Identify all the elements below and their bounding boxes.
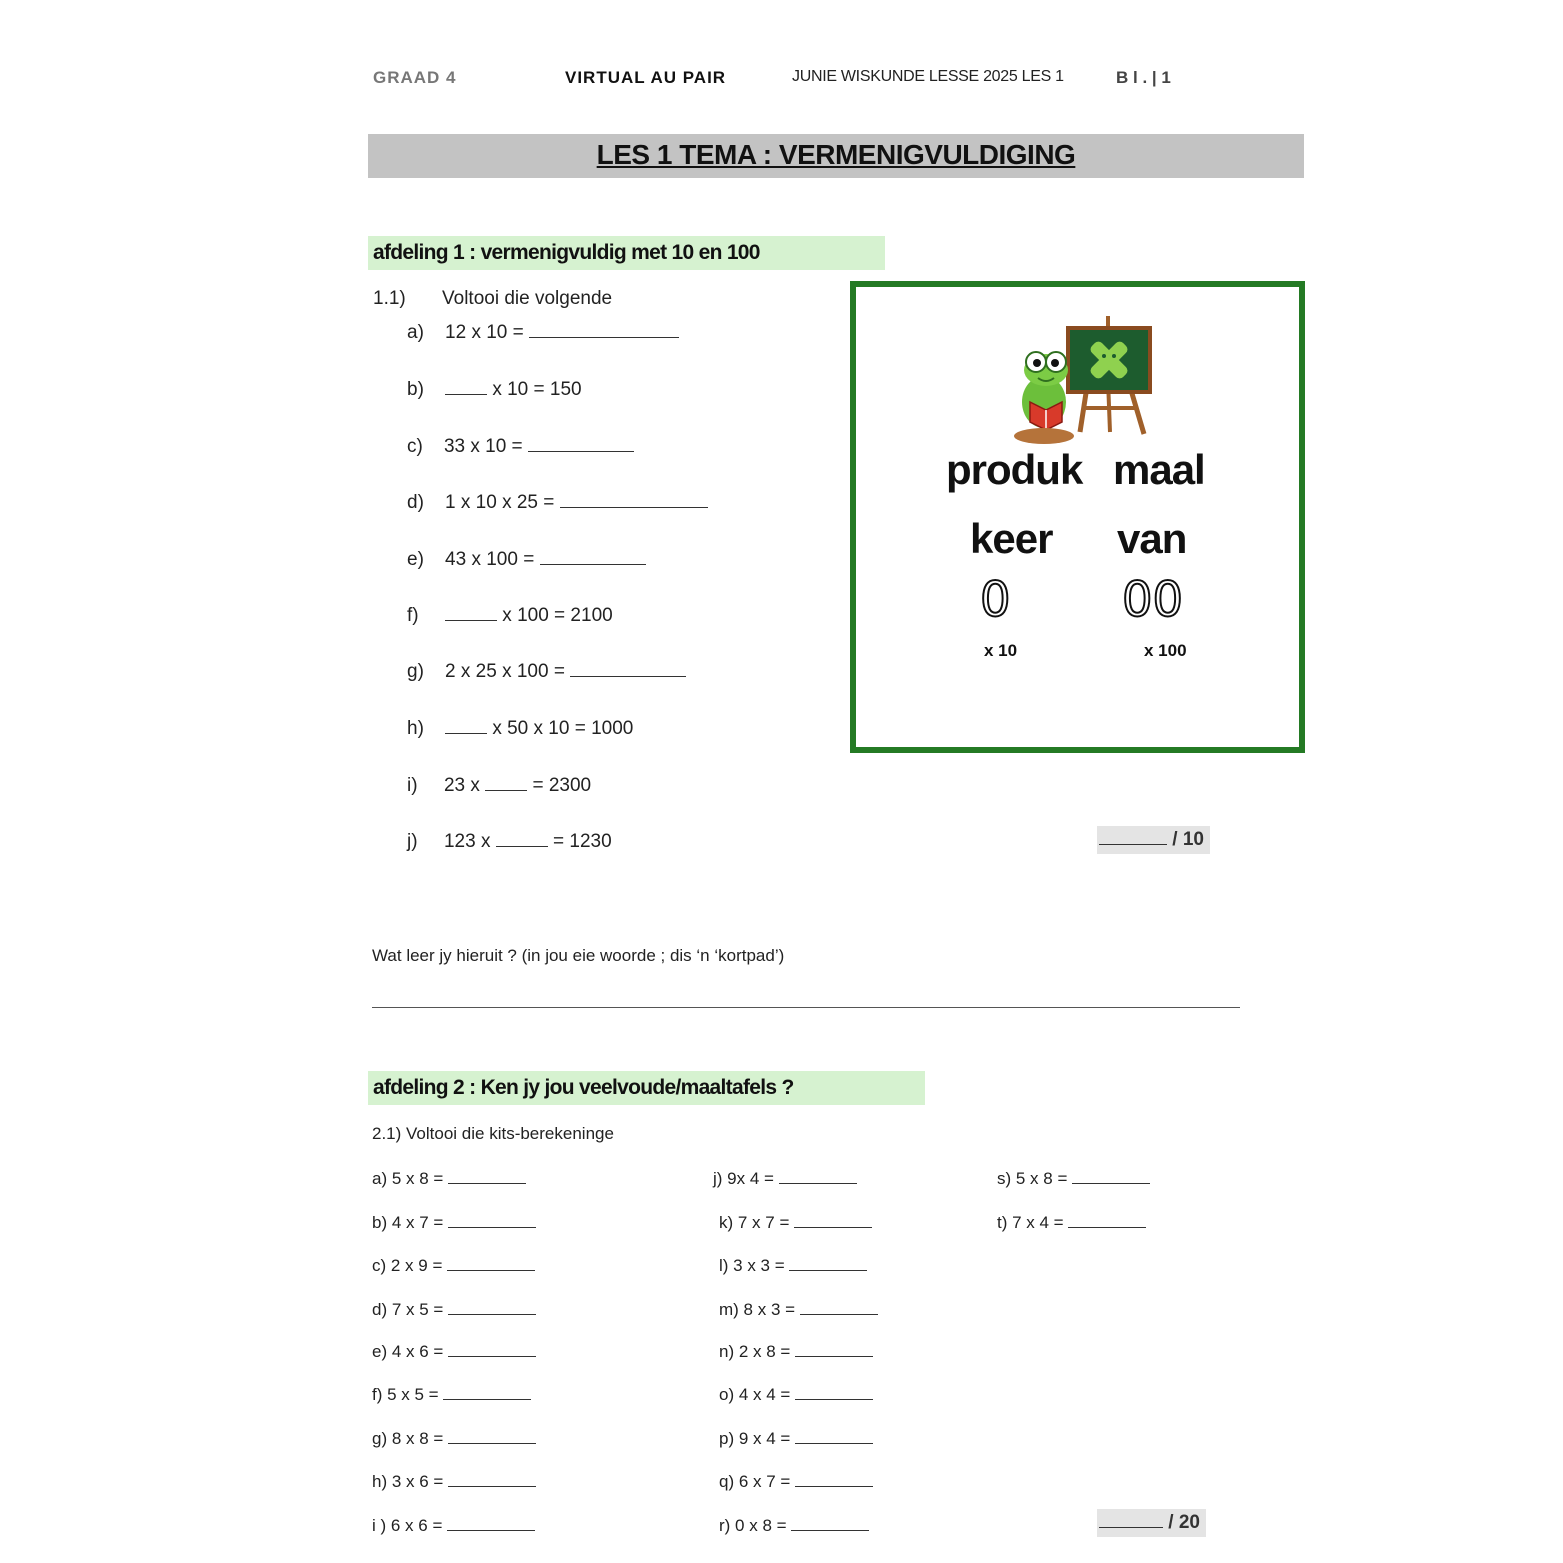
- facts-item: [719, 1427, 873, 1449]
- list-item-i: [407, 774, 591, 797]
- answer-blank[interactable]: [445, 378, 487, 395]
- answer-blank[interactable]: [448, 1298, 536, 1315]
- list-item-h: [407, 717, 633, 740]
- item-label: j): [407, 831, 418, 852]
- fact-expression: j) 9x 4 =: [713, 1169, 774, 1188]
- item-expression: 12 x 10 =: [445, 322, 524, 343]
- fact-expression: n) 2 x 8 =: [719, 1342, 791, 1361]
- facts-item: [372, 1340, 536, 1362]
- item-expression: x 10 = 150: [492, 379, 582, 400]
- fact-expression: t) 7 x 4 =: [997, 1213, 1064, 1232]
- answer-blank[interactable]: [448, 1427, 536, 1444]
- document-title: JUNIE WISKUNDE LESSE 2025 LES 1: [792, 68, 1064, 85]
- page-title: LES 1 TEMA : VERMENIGVULDIGING: [596, 139, 1076, 170]
- list-item-e: [407, 548, 646, 571]
- item-label: e): [407, 549, 424, 570]
- fact-expression: m) 8 x 3 =: [719, 1300, 796, 1319]
- single-zero-icon: 0: [980, 572, 1011, 628]
- facts-item: [713, 1167, 857, 1189]
- answer-blank[interactable]: [529, 321, 679, 338]
- facts-item: [719, 1383, 873, 1405]
- list-item-g: [407, 660, 686, 683]
- answer-blank[interactable]: [540, 548, 646, 565]
- facts-item: [372, 1427, 536, 1449]
- section-2-heading: afdeling 2 : Ken jy jou veelvoude/maaltafels ?: [368, 1071, 925, 1105]
- double-zero-icon: 00: [1122, 572, 1184, 628]
- item-expression: 2 x 25 x 100 =: [445, 661, 565, 682]
- score-blank[interactable]: [1099, 829, 1167, 845]
- answer-blank[interactable]: [445, 717, 487, 734]
- word-van: van: [1117, 515, 1187, 562]
- fact-expression: r) 0 x 8 =: [719, 1516, 787, 1535]
- word-keer: keer: [970, 515, 1053, 562]
- facts-item: [997, 1211, 1146, 1233]
- item-label: h): [407, 718, 424, 739]
- list-item-d: [407, 491, 708, 514]
- facts-item: [719, 1340, 873, 1362]
- list-item-c: [407, 435, 634, 458]
- fact-expression: p) 9 x 4 =: [719, 1429, 791, 1448]
- answer-blank[interactable]: [800, 1298, 878, 1315]
- facts-item: [372, 1298, 536, 1320]
- fact-expression: d) 7 x 5 =: [372, 1300, 444, 1319]
- answer-blank[interactable]: [448, 1211, 536, 1228]
- page-number: B l . | 1: [1116, 68, 1171, 87]
- brand-name: VIRTUAL AU PAIR: [565, 68, 727, 87]
- caption-times-10: x 10: [984, 641, 1018, 660]
- frog-teacher-icon: [1010, 310, 1170, 450]
- answer-blank[interactable]: [485, 774, 527, 791]
- list-item-f: [407, 604, 613, 627]
- item-expression: 33 x 10 =: [443, 436, 523, 457]
- facts-item: [372, 1470, 536, 1492]
- answer-blank[interactable]: [795, 1383, 873, 1400]
- item-label: a): [407, 322, 424, 343]
- facts-item: [719, 1298, 878, 1320]
- item-label: d): [407, 492, 424, 513]
- facts-item: [372, 1514, 535, 1536]
- question-number: 1.1): [373, 288, 406, 309]
- facts-item: [372, 1254, 535, 1276]
- word-produk: produk: [946, 446, 1083, 493]
- facts-item: [372, 1383, 531, 1405]
- answer-blank[interactable]: [1068, 1211, 1146, 1228]
- item-expression: x 100 = 2100: [502, 605, 613, 626]
- facts-item: [719, 1514, 869, 1536]
- answer-blank[interactable]: [448, 1470, 536, 1487]
- fact-expression: g) 8 x 8 =: [372, 1429, 444, 1448]
- facts-item: [719, 1211, 872, 1233]
- answer-blank[interactable]: [448, 1340, 536, 1357]
- answer-blank[interactable]: [791, 1514, 869, 1531]
- item-result: = 2300: [532, 775, 592, 796]
- fact-expression: o) 4 x 4 =: [719, 1385, 791, 1404]
- fact-expression: c) 2 x 9 =: [372, 1256, 443, 1275]
- list-item-b: [407, 378, 582, 401]
- answer-blank[interactable]: [445, 604, 497, 621]
- item-expression: 43 x 100 =: [445, 549, 535, 570]
- answer-blank[interactable]: [560, 491, 708, 508]
- list-item-a: [407, 321, 679, 344]
- item-label: c): [407, 436, 423, 457]
- fact-expression: k) 7 x 7 =: [719, 1213, 790, 1232]
- fact-expression: l) 3 x 3 =: [719, 1256, 785, 1275]
- item-label: f): [407, 605, 419, 626]
- score-box-section-1: [1097, 826, 1210, 854]
- answer-blank[interactable]: [443, 1383, 531, 1400]
- fact-expression: q) 6 x 7 =: [719, 1472, 791, 1491]
- fact-expression: h) 3 x 6 =: [372, 1472, 444, 1491]
- question-text: Voltooi die volgende: [442, 288, 613, 309]
- reflection-question: Wat leer jy hieruit ? (in jou eie woorde ; dis ‘n ‘kortpad’): [372, 946, 785, 965]
- answer-blank[interactable]: [496, 830, 548, 847]
- item-expression: 123 x: [443, 831, 491, 852]
- fact-expression: e) 4 x 6 =: [372, 1342, 444, 1361]
- list-item-j: [407, 830, 612, 853]
- item-expression: x 50 x 10 = 1000: [492, 718, 634, 739]
- section-2-instruction: 2.1) Voltooi die kits-berekeninge: [372, 1124, 614, 1143]
- section-1-heading: afdeling 1 : vermenigvuldig met 10 en 100: [368, 236, 885, 270]
- item-label: g): [407, 661, 424, 682]
- item-result: = 1230: [553, 831, 612, 852]
- fact-expression: s) 5 x 8 =: [997, 1169, 1068, 1188]
- score-total: / 10: [1172, 829, 1204, 850]
- facts-item: [719, 1470, 873, 1492]
- fact-expression: i ) 6 x 6 =: [372, 1516, 443, 1535]
- answer-blank[interactable]: [795, 1427, 873, 1444]
- fact-expression: a) 5 x 8 =: [372, 1169, 444, 1188]
- caption-times-100: x 100: [1144, 641, 1187, 660]
- facts-item: [997, 1167, 1150, 1189]
- score-blank[interactable]: [1099, 1512, 1163, 1528]
- item-expression: 23 x: [443, 775, 480, 796]
- answer-blank[interactable]: [795, 1470, 873, 1487]
- answer-blank[interactable]: [528, 435, 634, 452]
- facts-item: [719, 1254, 867, 1276]
- answer-blank[interactable]: [570, 660, 686, 677]
- facts-item: [372, 1211, 536, 1233]
- grade-label: GRAAD 4: [373, 68, 457, 87]
- facts-item: [372, 1167, 526, 1189]
- fact-expression: b) 4 x 7 =: [372, 1213, 444, 1232]
- fact-expression: f) 5 x 5 =: [372, 1385, 439, 1404]
- answer-blank[interactable]: [794, 1211, 872, 1228]
- score-box-section-2: [1097, 1509, 1206, 1537]
- item-label: i): [407, 775, 418, 796]
- word-maal: maal: [1113, 446, 1205, 493]
- item-expression: 1 x 10 x 25 =: [445, 492, 555, 513]
- answer-blank[interactable]: [1072, 1167, 1150, 1184]
- answer-blank[interactable]: [447, 1514, 535, 1531]
- item-label: b): [407, 379, 424, 400]
- answer-blank[interactable]: [795, 1340, 873, 1357]
- score-total: / 20: [1168, 1512, 1200, 1533]
- reflection-answer-line[interactable]: [372, 1007, 1240, 1008]
- answer-blank[interactable]: [779, 1167, 857, 1184]
- answer-blank[interactable]: [447, 1254, 535, 1271]
- answer-blank[interactable]: [448, 1167, 526, 1184]
- answer-blank[interactable]: [789, 1254, 867, 1271]
